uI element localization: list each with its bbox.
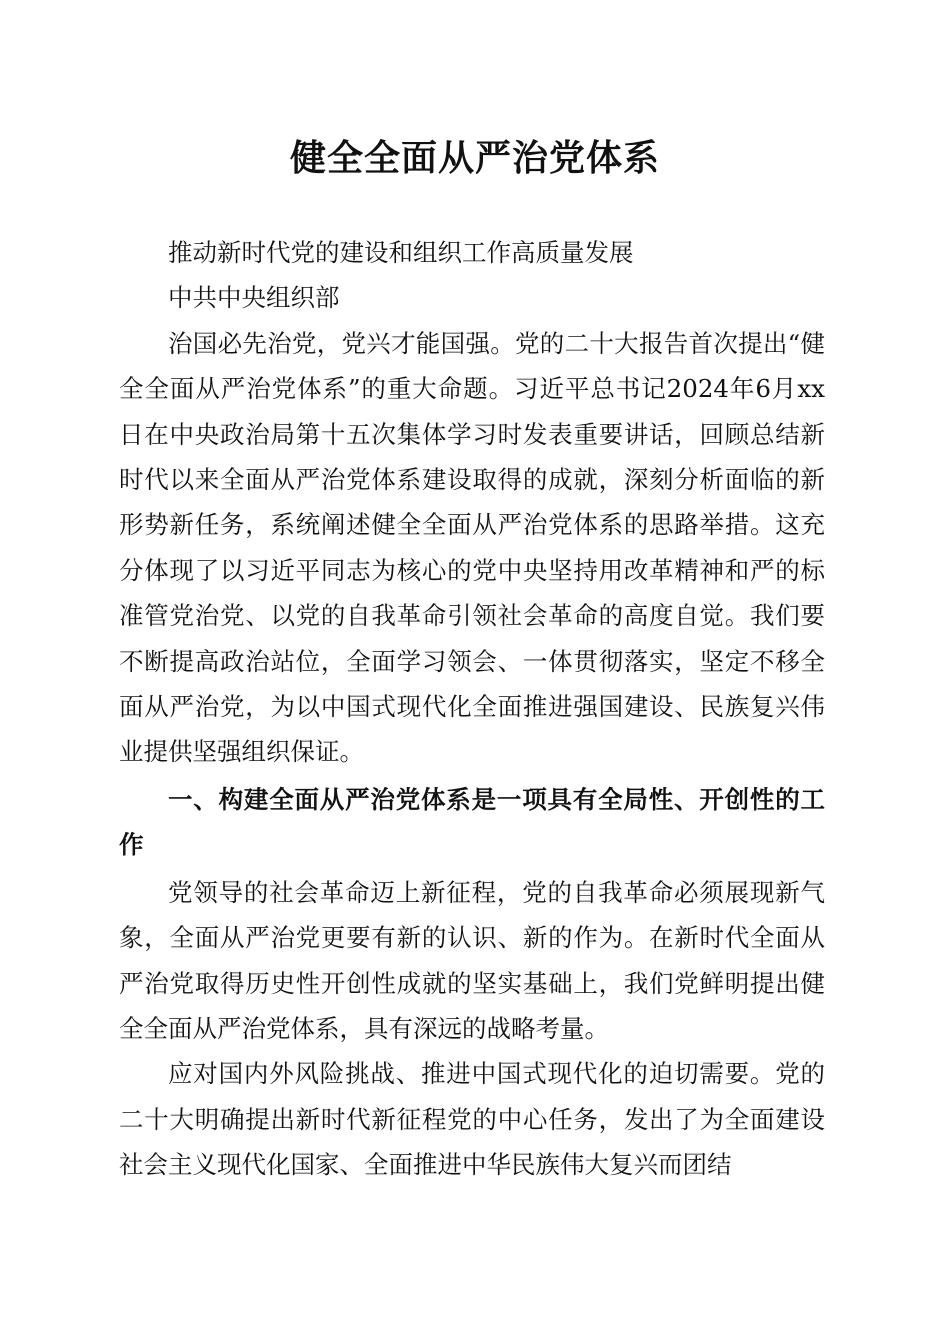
section-paragraph-2: 应对国内外风险挑战、推进中国式现代化的迫切需要。党的二十大明确提出新时代新征程党的中心任务，发出了为全面建设社会主义现代化国家、全面推进中华民族伟大复兴而团结 [119, 1059, 825, 1180]
subtitle-line: 推动新时代党的建设和组织工作高质量发展 [168, 238, 634, 267]
document-body [119, 230, 825, 1188]
author-line: 中共中央组织部 [168, 283, 340, 313]
document-title: 健全全面从严治党体系 [289, 137, 660, 179]
section-paragraph-1: 党领导的社会革命迈上新征程，党的自我革命必须展现新气象，全面从严治党更要有新的认识、新的作为。在新时代全面从严治党取得历史性开创性成就的坚实基础上，我们党鲜明提出健全全面从严治党体系，具有深远的战略考量。 [119, 877, 825, 1043]
intro-paragraph: 治国必先治党，党兴才能国强。党的二十大报告首次提出“健全全面从严治党体系”的重大命题。习近平总书记2024年6月xx日在中央政治局第十五次集体学习时发表重要讲话，回顾总结新时代以来全面从严治党体系建设取得的成就，深刻分析面临的新形势新任务，系统阐述健全全面从严治党体系的思路举措。这充分体现了以习近平同志为核心的党中央坚持用改革精神和严的标准管党治党、以党的自我革命引领社会革命的高度自觉。我们要不断提高政治站位，全面学习领会、一体贯彻落实，坚定不移全面从严治党，为以中国式现代化全面推进强国建设、民族复兴伟业提供坚强组织保证。 [119, 328, 825, 767]
section-heading: 一、构建全面从严治党体系是一项具有全局性、开创性的工作 [119, 784, 825, 860]
